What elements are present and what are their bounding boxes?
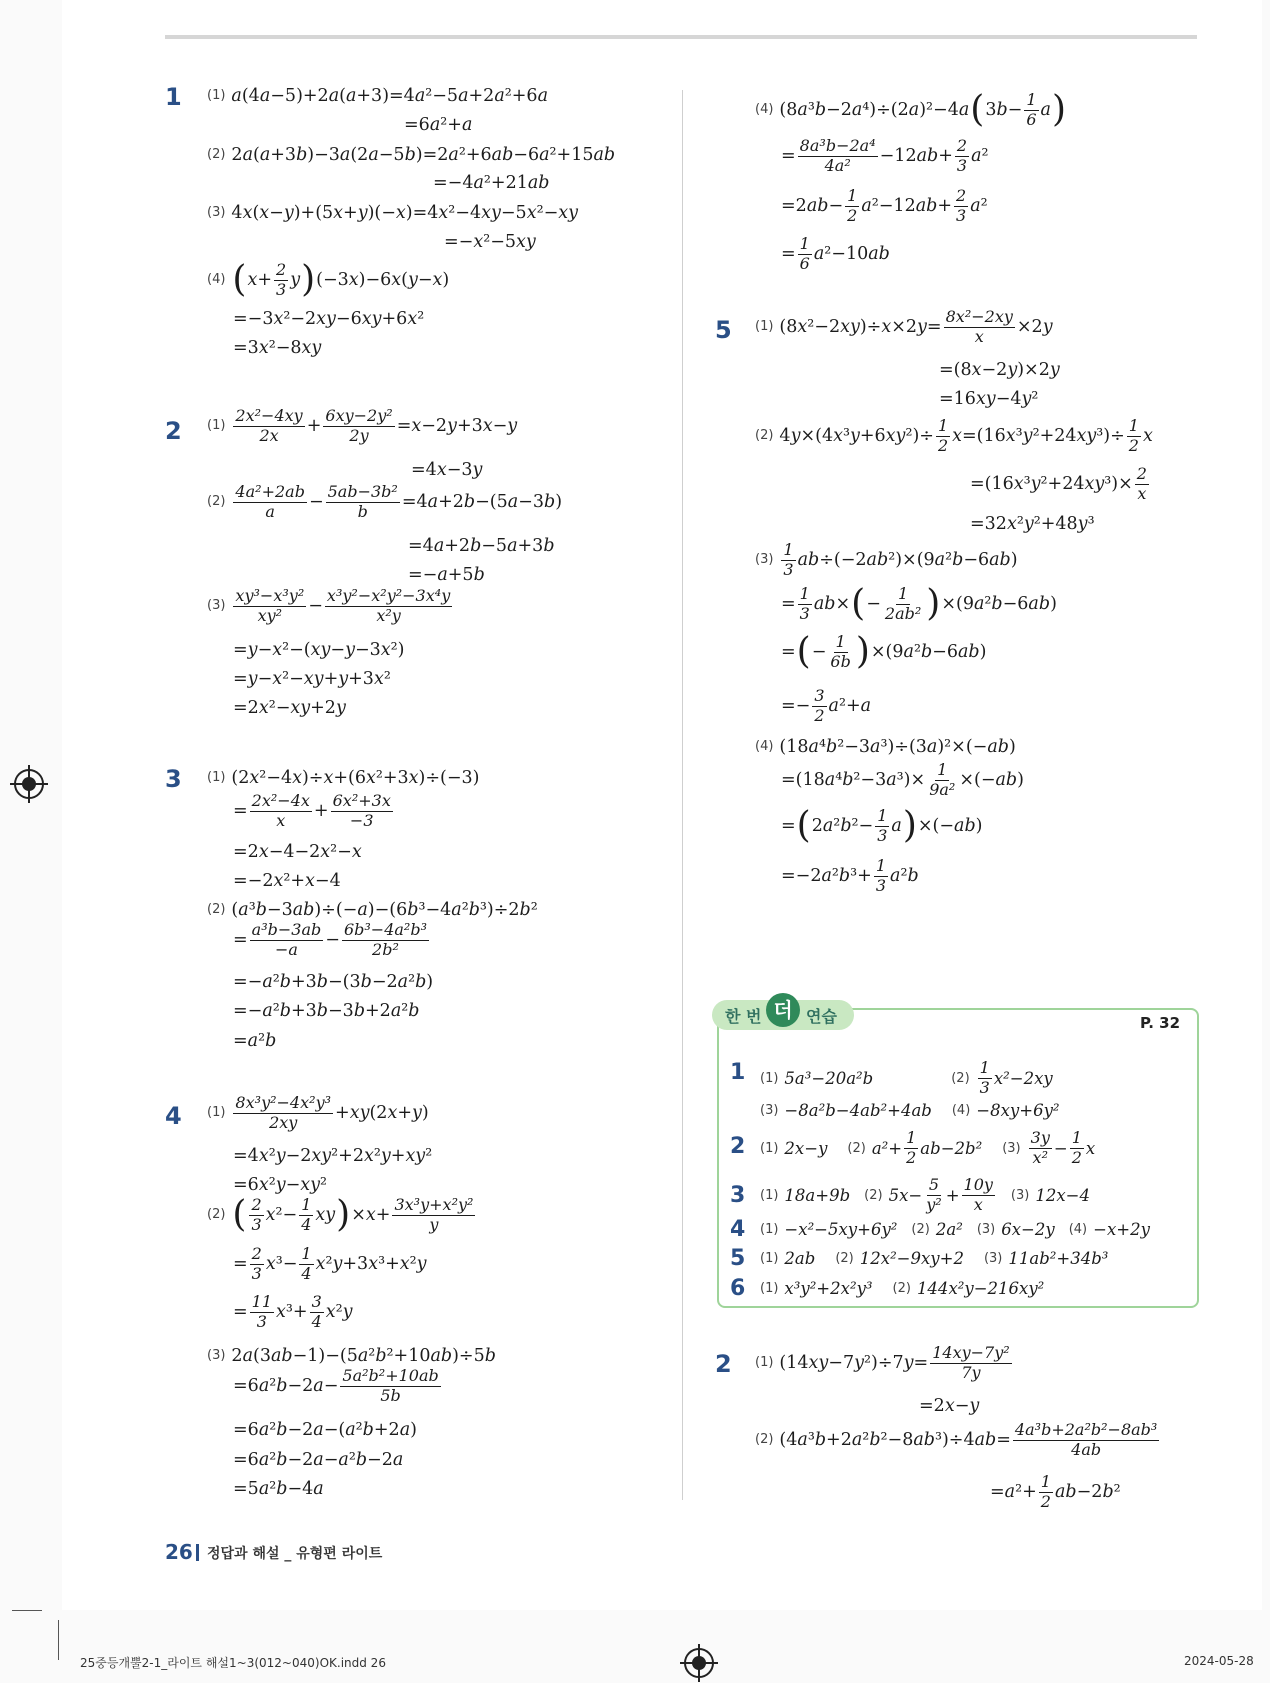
math-line: (1) $\frac{\text{8x³y²−4x²y³}}{2xy}$ + xy (2 x + y ) xyxy=(207,1093,429,1132)
review-number: 2 xyxy=(730,1134,746,1159)
math-line: = $\frac{1}{3}$ ab × ( − $\frac{1}{\text{2ab²}}$ ) ×(9 a ² b −6 ab ) xyxy=(781,583,1057,625)
review-number: 6 xyxy=(730,1276,746,1301)
math-line: (2) ( $\frac{2}{3}$ x ²− $\frac{1}{4}$ xy ) × x + $\frac{\text{3x³y+x²y²}}{y}$ xyxy=(207,1194,474,1236)
math-line: = $\frac{\text{a³b−3ab}}{-a}$ − $\frac{\text{6b³−4a²b³}}{\text{2b²}}$ xyxy=(233,920,428,959)
problem-number-2: 2 xyxy=(165,417,182,445)
math-line: (3) $\frac{1}{3}$ ab ÷(−2 ab ²)×(9 a ² b −6 ab ) xyxy=(755,540,1018,579)
math-line: =16 xy −4 y ² xyxy=(939,389,1039,409)
math-line: =−3 x ²−2 xy −6 xy +6 x ² xyxy=(233,309,425,329)
math-line: =− $\frac{3}{2}$ a ²+ a xyxy=(781,686,872,725)
math-line: (1) (8 x ²−2 xy )÷ x ×2 y = $\frac{\text{8x²−2xy}}{x}$ ×2 y xyxy=(755,307,1053,346)
review-line: (1) 5 a ³−20 a ² b (2) $\frac{1}{3}$ x ²−2 xy xyxy=(760,1058,1053,1097)
problem-number-5: 5 xyxy=(715,316,732,344)
review-tab-label: 한 번 xyxy=(725,1007,762,1026)
problem-number-4: 4 xyxy=(165,1102,182,1130)
math-line: =4 x ² y −2 xy ²+2 x ² y + xy ² xyxy=(233,1146,433,1166)
math-line: =3 x ²−8 xy xyxy=(233,338,322,358)
math-line: = ( − $\frac{1}{6b}$ ) ×(9 a ² b −6 ab ) xyxy=(781,631,987,673)
math-line: (1) (2 x ²−4 x )÷ x +(6 x ²+3 x )÷(−3) xyxy=(207,768,480,788)
math-line: =5 a ² b −4 a xyxy=(233,1479,324,1499)
math-line: =−4 a ²+21 ab xyxy=(433,173,550,193)
math-line: (1) a (4 a −5)+2 a ( a +3)=4 a ²−5 a +2 a ²+6 a xyxy=(207,86,548,106)
math-line: =6 a ² b −2 a − a ² b −2 a xyxy=(233,1450,404,1470)
math-line: =− a ² b +3 b −3 b +2 a ² b xyxy=(233,1001,420,1021)
math-line: = a ² b xyxy=(233,1031,277,1051)
math-line: =2 x − y xyxy=(919,1396,980,1416)
math-line: =−2 a ² b ³+ $\frac{1}{3}$ a ² b xyxy=(781,856,919,895)
math-line: (2) (4 a ³ b +2 a ² b ²−8 ab ³)÷4 ab = $\frac{\text{4a³b+2a²b²−8ab³}}{4ab}$ xyxy=(755,1420,1158,1459)
review-line: (1) − x ²−5 xy +6 y ² (2) 2 a ² (3) 6 x −2 y (4) − x +2 y xyxy=(760,1220,1150,1239)
slug-date: 2024-05-28 xyxy=(1184,1654,1254,1668)
math-line: =4 x −3 y xyxy=(411,460,483,480)
math-line: (3) 2 a (3 ab −1)−(5 a ² b ²+10 ab )÷5 b xyxy=(207,1346,496,1366)
math-line: = $\frac{\text{2x²−4x}}{x}$ + $\frac{\text{6x²+3x}}{-3}$ xyxy=(233,791,391,830)
crop-mark xyxy=(58,1620,59,1660)
math-line: =32 x ² y ²+48 y ³ xyxy=(970,514,1095,534)
math-line: =(16 x ³ y ²+24 xy ³)× $\frac{2}{x}$ xyxy=(970,464,1147,503)
math-line: =− a +5 b xyxy=(408,565,485,585)
math-line: =6 a ² b −2 a −( a ² b +2 a ) xyxy=(233,1420,417,1440)
problem-number-1: 1 xyxy=(165,83,182,111)
registration-mark-icon xyxy=(684,1648,714,1678)
math-line: = y − x ²− xy + y +3 x ² xyxy=(233,669,391,689)
review-tab-label-2: 연습 xyxy=(806,1007,837,1026)
problem-number-3: 3 xyxy=(165,765,182,793)
math-line: = y − x ²−( xy − y −3 x ²) xyxy=(233,640,405,660)
registration-mark-icon xyxy=(14,769,44,799)
review-line: (3) −8 a ² b −4 ab ²+4 ab (4) −8 xy +6 y ² xyxy=(760,1101,1060,1120)
math-line: =(18 a ⁴ b ²−3 a ³)× $\frac{1}{\text{9a²}}$ ×(− ab ) xyxy=(781,760,1024,799)
review-line: (1) 2 ab (2) 12 x ²−9 xy +2 (3) 11 ab ²+34 b ³ xyxy=(760,1249,1109,1268)
math-line: =6 a ²+ a xyxy=(404,115,473,135)
review-number: 1 xyxy=(730,1060,746,1085)
math-line: (2) 2 a ( a +3 b )−3 a (2 a −5 b )=2 a ²+6 ab −6 a ²+15 ab xyxy=(207,145,616,165)
math-line: = $\frac{1}{6}$ a ²−10 ab xyxy=(781,234,890,273)
math-line: =4 a +2 b −5 a +3 b xyxy=(408,536,555,556)
review-tab-badge: 더 xyxy=(766,993,800,1027)
math-line: (4) (18 a ⁴ b ²−3 a ³)÷(3 a )²×(− ab ) xyxy=(755,737,1016,757)
math-line: = $\frac{2}{3}$ x ³− $\frac{1}{4}$ x ² y +3 x ³+ x ² y xyxy=(233,1244,427,1283)
problem-number-2b: 2 xyxy=(715,1350,732,1378)
math-line: =2 x −4−2 x ²− x xyxy=(233,842,362,862)
top-rule xyxy=(165,35,1197,39)
math-line: (2) 4 y ×(4 x ³ y +6 xy ²)÷ $\frac{1}{2}$ x =(16 x ³ y ²+24 xy ³)÷ $\frac{1}{2}$ x xyxy=(755,416,1153,455)
math-line: =6 x ² y − xy ² xyxy=(233,1175,328,1195)
math-line: =(8 x −2 y )×2 y xyxy=(939,360,1060,380)
math-line: =−2 x ²+ x −4 xyxy=(233,871,341,891)
review-page-ref: P. 32 xyxy=(1140,1014,1181,1032)
column-divider xyxy=(682,90,683,1500)
math-line: (1) $\frac{\text{2x²−4xy}}{2x}$ + $\frac{\text{6xy−2y²}}{2y}$ = x −2 y +3 x − y xyxy=(207,406,518,445)
math-line: =2 ab − $\frac{1}{2}$ a ²−12 ab + $\frac{2}{3}$ a ² xyxy=(781,186,988,225)
review-line: (1) x ³ y ²+2 x ² y ³ (2) 144 x ² y −216 xy ² xyxy=(760,1279,1045,1298)
slug-filename: 25중등개뿔2-1_라이트 해설1~3(012~040)OK.indd 26 xyxy=(80,1656,386,1670)
math-line: (2) $\frac{\text{4a²+2ab}}{a}$ − $\frac{\text{5ab−3b²}}{b}$ =4 a +2 b −(5 a −3 b ) xyxy=(207,482,563,521)
math-line: = $\frac{11}{3}$ x ³+ $\frac{3}{4}$ x ² y xyxy=(233,1292,353,1331)
math-line: (4) ( x + $\frac{2}{3}$ y ) (−3 x )−6 x ( y − x ) xyxy=(207,259,450,301)
crop-mark xyxy=(12,1610,42,1611)
math-line: =− x ²−5 xy xyxy=(444,232,536,252)
math-line: =2 x ²− xy +2 y xyxy=(233,698,346,718)
math-line: =6 a ² b −2 a − $\frac{\text{5a²b²+10ab}}{5b}$ xyxy=(233,1366,439,1405)
math-line: = $\frac{\text{8a³b−2a⁴}}{\text{4a²}}$ −12 ab + $\frac{2}{3}$ a ² xyxy=(781,136,989,175)
footer-title: 정답과 해설 _ 유형편 라이트 xyxy=(207,1546,383,1562)
review-number: 3 xyxy=(730,1183,746,1208)
math-line: (3) $\frac{\text{xy³−x³y²}}{\text{xy²}}$ − $\frac{\text{x³y²−x²y²−3x⁴y}}{\text{x²y}}$ xyxy=(207,586,451,625)
math-line: (1) (14 xy −7 y ²)÷7 y = $\frac{\text{14xy−7y²}}{7y}$ xyxy=(755,1343,1010,1382)
footer-divider xyxy=(196,1544,199,1561)
math-line: (4) (8 a ³ b −2 a ⁴)÷(2 a )²−4 a ( 3 b − $\frac{1}{6}$ a ) xyxy=(755,89,1067,131)
review-line: (1) 2 x − y (2) a ²+ $\frac{1}{2}$ ab −2 b ² (3) $\frac{3y}{\text{x²}}$ − $\frac{1}{2}$ x xyxy=(760,1128,1096,1167)
review-number: 5 xyxy=(730,1246,746,1271)
math-line: = ( 2 a ² b ²− $\frac{1}{3}$ a ) ×(− ab ) xyxy=(781,805,983,847)
math-line: = a ²+ $\frac{1}{2}$ ab −2 b ² xyxy=(990,1472,1121,1511)
math-line: =− a ² b +3 b −(3 b −2 a ² b ) xyxy=(233,972,434,992)
math-line: (3) 4 x ( x − y )+(5 x + y )(− x )=4 x ²−4 xy −5 x ²− xy xyxy=(207,203,579,223)
page-number: 26 xyxy=(165,1540,193,1564)
review-line: (1) 18 a +9 b (2) 5 x − $\frac{5}{\text{y²}}$ + $\frac{10y}{x}$ (3) 12 x −4 xyxy=(760,1175,1090,1214)
review-number: 4 xyxy=(730,1217,746,1242)
math-line: (2) ( a ³ b −3 ab )÷(− a )−(6 b ³−4 a ² b ³)÷2 b ² xyxy=(207,900,538,920)
